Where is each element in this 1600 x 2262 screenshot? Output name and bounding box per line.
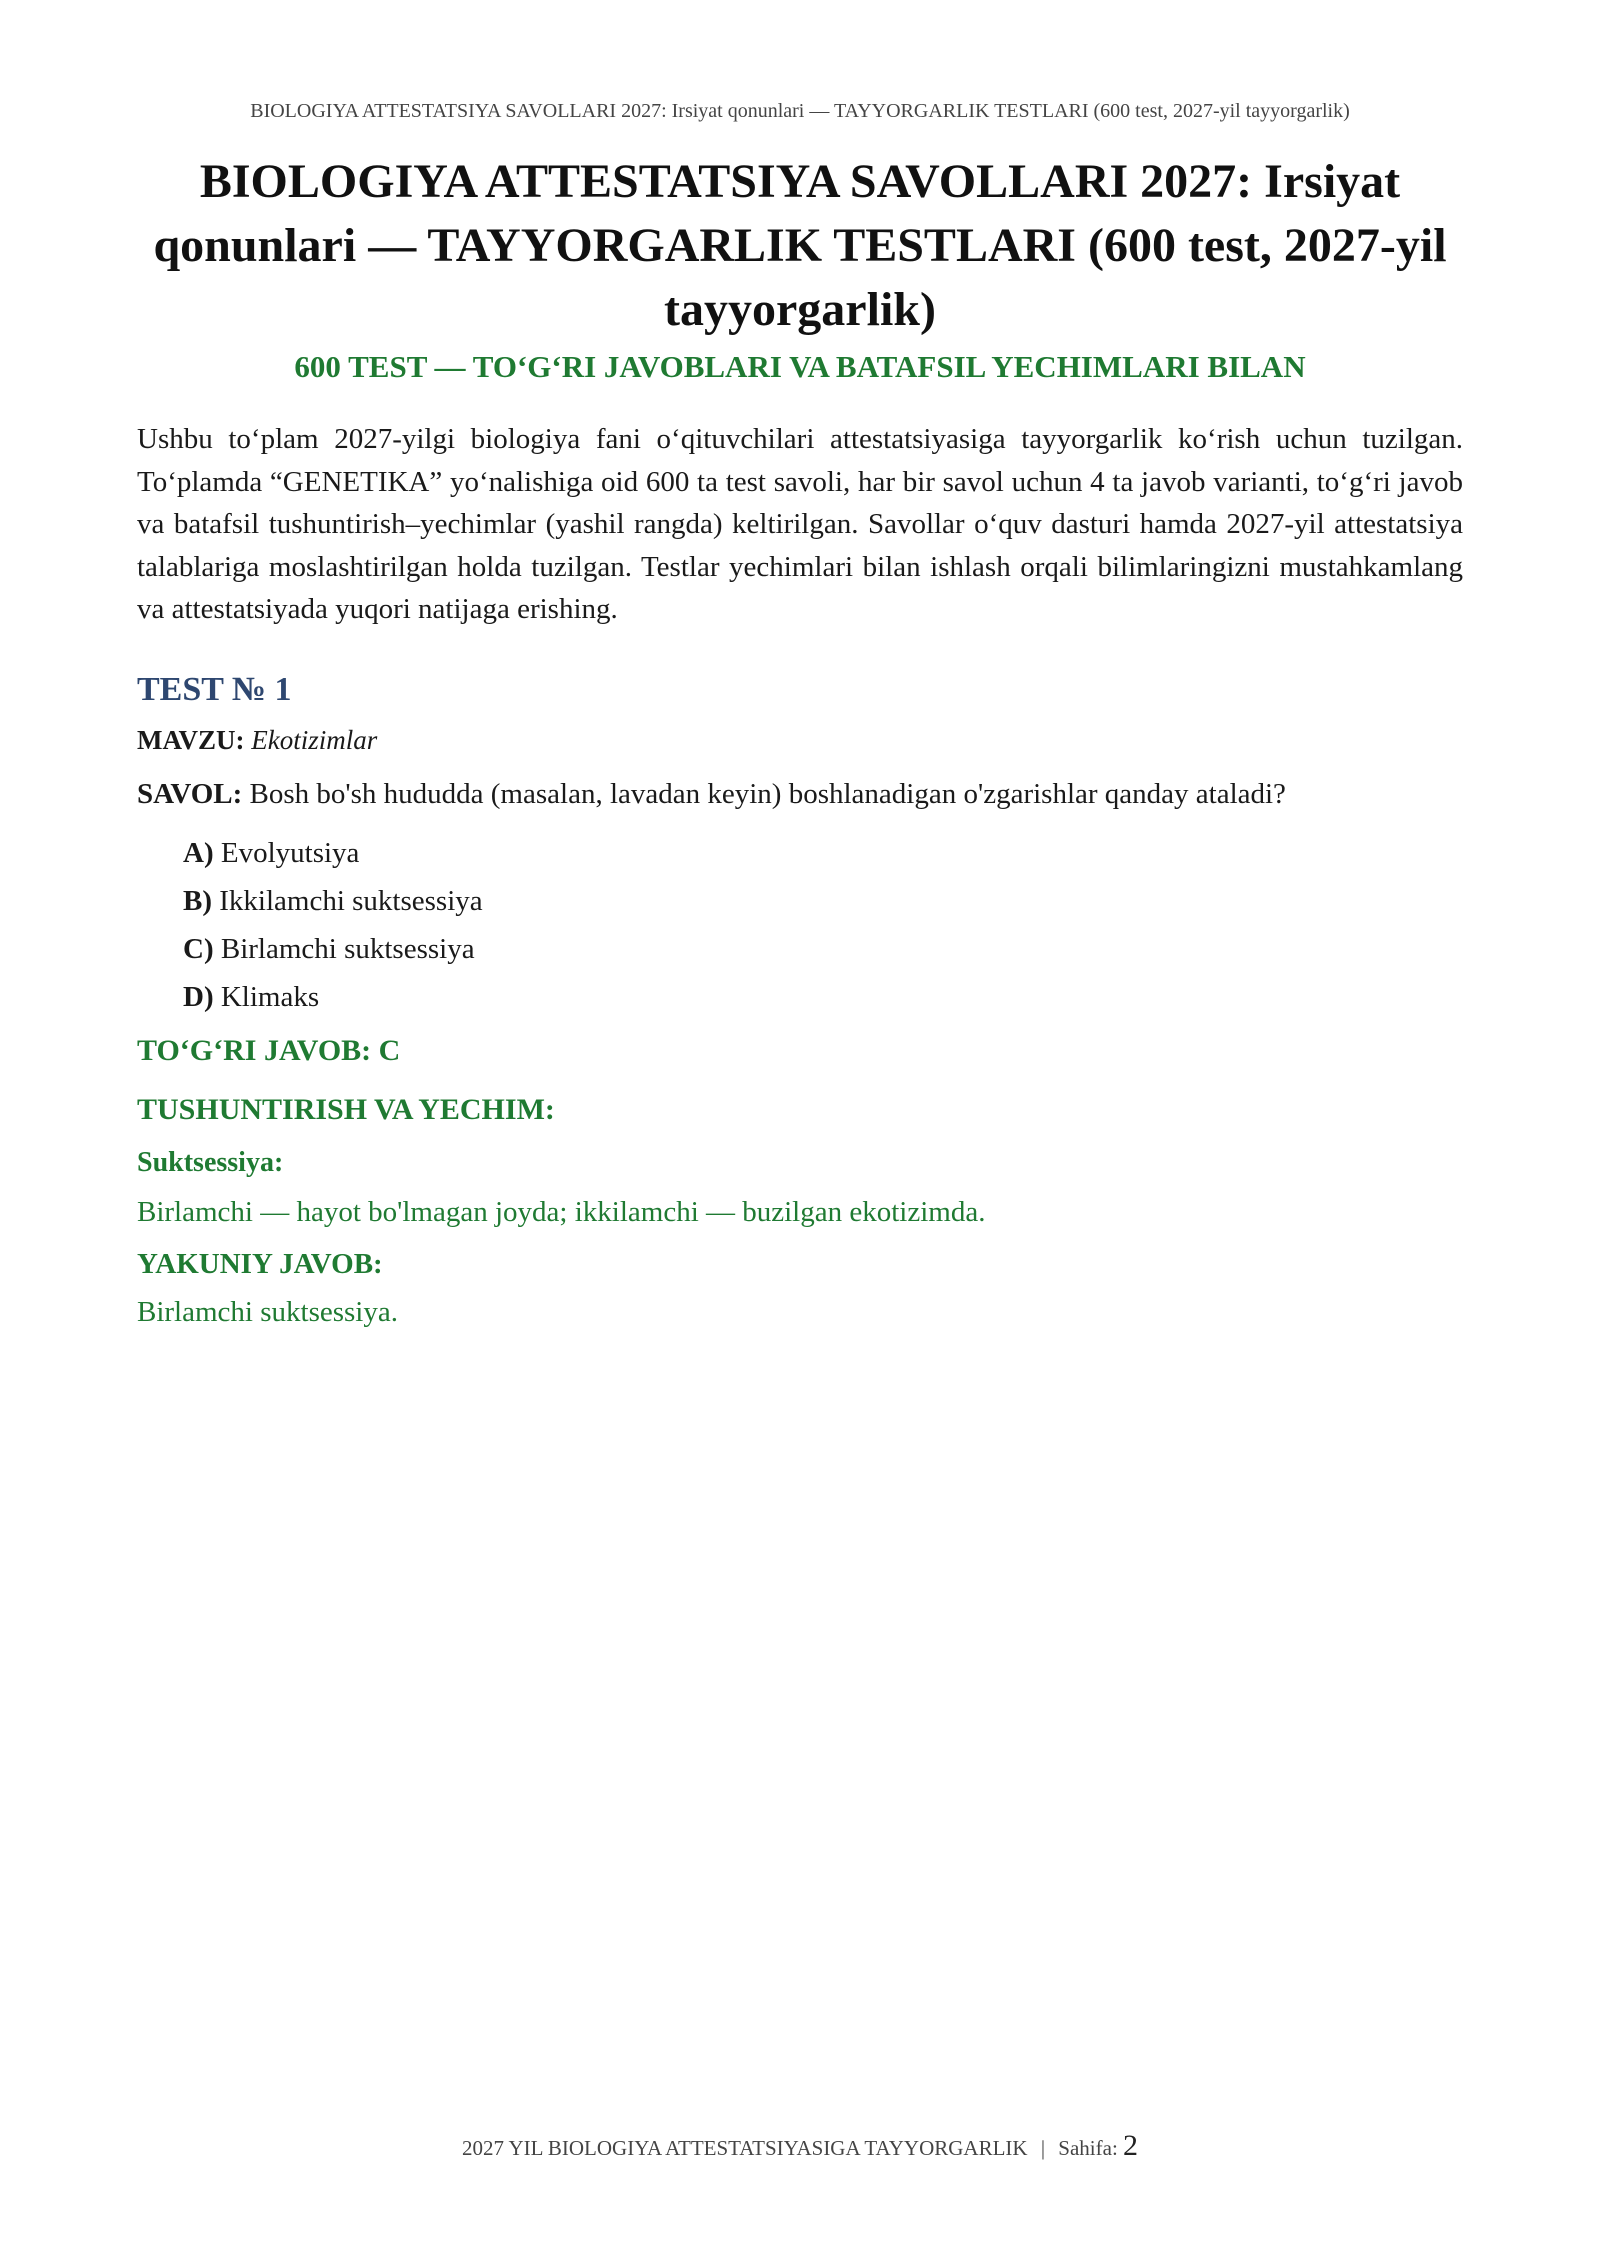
option-c bbox=[183, 929, 475, 969]
question-text: Bosh bo'sh hududda (masalan, lavadan keyin) boshlanadigan o'zgarishlar qanday ataladi? bbox=[249, 778, 1286, 810]
page-subtitle: 600 TEST — TO‘G‘RI JAVOBLARI VA BATAFSIL YECHIMLARI BILAN bbox=[294, 349, 1306, 384]
option-text: Birlamchi suktsessiya bbox=[220, 933, 475, 965]
option-a bbox=[183, 833, 359, 873]
intro-paragraph: Ushbu to‘plam 2027-yilgi biologiya fani o‘qituvchilari attestatsiyasiga tayyorgarlik ko‘rish uchun tuzilgan. To‘plamda “GENETIKA” yo‘nalishiga oid 600 ta test savoli, har bir savol uchun 4 ta javob varianti, to‘g‘ri javob va batafsil tushuntirish–yechimlar (yashil rangda) keltirilgan. Savollar o‘quv dasturi hamda 2027-yil attestatsiya talablariga moslashtirilgan holda tuzilgan. Testlar yechimlari bilan ishlash orqali bilimlaringizni mustahkamlang va attestatsiyada yuqori natijaga erishing. bbox=[137, 423, 1463, 625]
correct-answer: TO‘G‘RI JAVOB: C bbox=[137, 1034, 401, 1067]
option-b bbox=[183, 881, 483, 921]
explanation-subheading: Suktsessiya: bbox=[137, 1147, 284, 1178]
option-letter: B) bbox=[183, 885, 212, 917]
running-header: BIOLOGIYA ATTESTATSIYA SAVOLLARI 2027: Irsiyat qonunlari — TAYYORGARLIK TESTLARI (600 test, 2027-yil tayyorgarlik) bbox=[250, 100, 1350, 122]
explanation-heading: TUSHUNTIRISH VA YECHIM: bbox=[137, 1093, 555, 1126]
topic-label: MAVZU: bbox=[137, 725, 245, 755]
page-footer bbox=[0, 2128, 1600, 2166]
question-line bbox=[137, 774, 1463, 814]
option-d bbox=[183, 977, 319, 1017]
page-label: Sahifa: bbox=[1058, 2136, 1118, 2160]
final-answer-heading: YAKUNIY JAVOB: bbox=[137, 1248, 383, 1280]
final-answer-text: Birlamchi suktsessiya. bbox=[137, 1296, 398, 1328]
explanation-text: Birlamchi — hayot bo'lmagan joyda; ikkilamchi — buzilgan ekotizimda. bbox=[137, 1196, 986, 1228]
option-letter: A) bbox=[183, 837, 214, 869]
topic-line bbox=[137, 720, 1463, 760]
page-number: 2 bbox=[1123, 2129, 1139, 2162]
topic-value: Ekotizimlar bbox=[251, 725, 378, 755]
option-text: Klimaks bbox=[220, 981, 320, 1013]
test-heading: TEST № 1 bbox=[137, 671, 292, 708]
footer-separator: | bbox=[1040, 2136, 1046, 2160]
footer-text: 2027 YIL BIOLOGIYA ATTESTATSIYASIGA TAYYORGARLIK bbox=[461, 2136, 1028, 2160]
page-title: BIOLOGIYA ATTESTATSIYA SAVOLLARI 2027: Irsiyat qonunlari — TAYYORGARLIK TESTLARI (600 test, 2027-yil tayyorgarlik) bbox=[153, 155, 1447, 336]
option-letter: D) bbox=[183, 981, 214, 1013]
option-text: Evolyutsiya bbox=[220, 837, 360, 869]
question-label: SAVOL: bbox=[137, 778, 243, 810]
option-text: Ikkilamchi suktsessiya bbox=[219, 885, 483, 917]
option-letter: C) bbox=[183, 933, 214, 965]
